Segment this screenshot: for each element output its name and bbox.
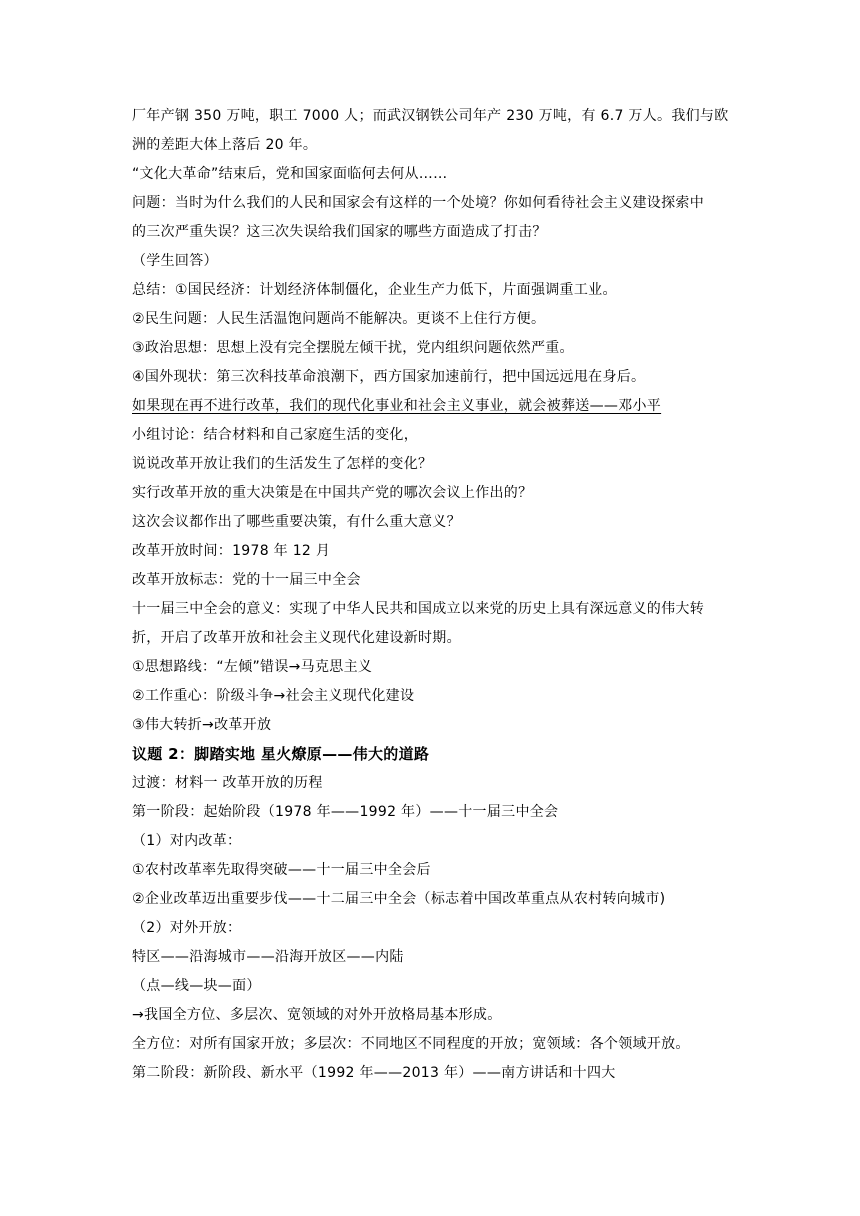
text-line: 改革开放时间：1978 年 12 月 bbox=[132, 543, 331, 559]
text-line: 过渡：材料一 改革开放的历程 bbox=[132, 775, 323, 791]
text-line: ③伟大转折→改革开放 bbox=[132, 717, 272, 733]
text-line: （2）对外开放： bbox=[132, 920, 242, 936]
text-line: 折，开启了改革开放和社会主义现代化建设新时期。 bbox=[132, 630, 461, 646]
text-line: 总结：①国民经济：计划经济体制僵化，企业生产力低下，片面强调重工业。 bbox=[132, 282, 617, 298]
text-line: 这次会议都作出了哪些重要决策，有什么重大意义？ bbox=[132, 514, 461, 530]
text-line: 全方位：对所有国家开放；多层次：不同地区不同程度的开放；宽领域：各个领域开放。 bbox=[132, 1036, 690, 1052]
section-heading: 议题 2：脚踏实地 星火燎原——伟大的道路 bbox=[132, 745, 430, 763]
text-line: ②工作重心：阶级斗争→社会主义现代化建设 bbox=[132, 688, 415, 704]
text-line: 问题：当时为什么我们的人民和国家会有这样的一个处境？你如何看待社会主义建设探索中 bbox=[132, 195, 704, 211]
text-line: 特区——沿海城市——沿海开放区——内陆 bbox=[132, 949, 404, 965]
text-line: （学生回答） bbox=[132, 253, 218, 269]
text-line: ①农村改革率先取得突破——十一届三中全会后 bbox=[132, 862, 431, 878]
text-line: 如果现在再不进行改革，我们的现代化事业和社会主义事业，就会被葬送——邓小平 bbox=[132, 398, 662, 414]
text-line: 厂年产钢 350 万吨，职工 7000 人；而武汉钢铁公司年产 230 万吨，有 6.7 万人。我们与欧 bbox=[132, 108, 729, 124]
text-line: 小组讨论：结合材料和自己家庭生活的变化， bbox=[132, 427, 418, 443]
text-line: 的三次严重失误？这三次失误给我们国家的哪些方面造成了打击？ bbox=[132, 224, 547, 240]
text-line: 十一届三中全会的意义：实现了中华人民共和国成立以来党的历史上具有深远意义的伟大转 bbox=[132, 601, 704, 617]
text-line: “文化大革命”结束后，党和国家面临何去何从…… bbox=[132, 166, 448, 182]
text-line: 第二阶段：新阶段、新水平（1992 年——2013 年）——南方讲话和十四大 bbox=[132, 1065, 616, 1081]
text-line: 改革开放标志：党的十一届三中全会 bbox=[132, 572, 361, 588]
text-line: ②民生问题：人民生活温饱问题尚不能解决。更谈不上住行方便。 bbox=[132, 311, 546, 327]
text-line: ①思想路线：“左倾”错误→马克思主义 bbox=[132, 659, 373, 675]
text-line: 实行改革开放的重大决策是在中国共产党的哪次会议上作出的？ bbox=[132, 485, 533, 501]
text-line: ④国外现状：第三次科技革命浪潮下，西方国家加速前行，把中国远远甩在身后。 bbox=[132, 369, 646, 385]
text-line: ③政治思想：思想上没有完全摆脱左倾干扰，党内组织问题依然严重。 bbox=[132, 340, 574, 356]
text-line: 洲的差距大体上落后 20 年。 bbox=[132, 137, 318, 153]
text-line: （1）对内改革： bbox=[132, 833, 242, 849]
text-line: 第一阶段：起始阶段（1978 年——1992 年）——十一届三中全会 bbox=[132, 804, 559, 820]
document-body bbox=[132, 102, 732, 1088]
text-line: （点—线—块—面） bbox=[132, 978, 261, 994]
text-line: →我国全方位、多层次、宽领域的对外开放格局基本形成。 bbox=[132, 1007, 502, 1023]
text-line: 说说改革开放让我们的生活发生了怎样的变化？ bbox=[132, 456, 433, 472]
text-line: ②企业改革迈出重要步伐——十二届三中全会（标志着中国改革重点从农村转向城市) bbox=[132, 891, 666, 907]
